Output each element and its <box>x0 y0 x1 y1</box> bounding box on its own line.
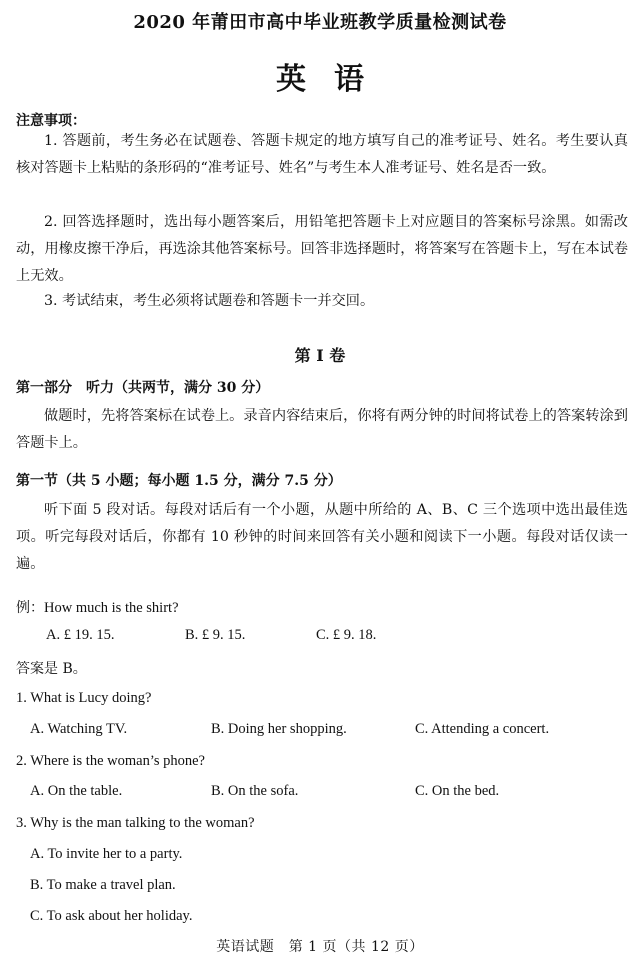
question-2: 2. Where is the woman’s phone? <box>16 753 205 769</box>
volume-heading: 第 I 卷 <box>294 346 346 365</box>
question-2-option-a: A. On the table. <box>30 783 123 799</box>
example-label: 例： <box>16 600 44 616</box>
part1-heading: 第一部分 听力（共两节，满分 30 分） <box>16 380 270 396</box>
section1-heading: 第一节（共 5 小题；每小题 1.5 分，满分 7.5 分） <box>16 473 342 489</box>
question-1-option-b: B. Doing her shopping. <box>211 721 347 737</box>
example-option-a: A. £ 19. 15. <box>46 627 115 643</box>
note-item-1: 1. 答题前，考生务必在试题卷、答题卡规定的地方填写自己的准考证号、姓名。考生要认真核对答题卡上粘贴的条形码的“准考证号、姓名”与考生本人准考证号、姓名是否一致。 <box>16 133 628 176</box>
notes-heading: 注意事项： <box>16 113 86 129</box>
question-3-option-b: B. To make a travel plan. <box>30 877 176 893</box>
question-1: 1. What is Lucy doing? <box>16 690 152 706</box>
section1-instruction: 听下面 5 段对话。每段对话后有一个小题，从题中所给的 A、B、C 三个选项中选出最佳选项。听完每段对话后，你都有 10 秒钟的时间来回答有关小题和阅读下一小题。每段对话仅读一遍。 <box>16 502 628 572</box>
page-footer: 英语试题 第 1 页（共 12 页） <box>216 939 424 955</box>
question-3: 3. Why is the man talking to the woman? <box>16 815 255 831</box>
question-2-option-b: B. On the sofa. <box>211 783 299 799</box>
question-2-option-c: C. On the bed. <box>415 783 500 799</box>
question-3-option-a: A. To invite her to a party. <box>30 846 183 862</box>
question-1-option-a: A. Watching TV. <box>30 721 128 737</box>
exam-title: 2020 年莆田市高中毕业班教学质量检测试卷 <box>133 12 507 33</box>
subject-title: 英语 <box>276 62 392 97</box>
note-item-3: 3. 考试结束，考生必须将试题卷和答题卡一并交回。 <box>44 293 375 309</box>
example-question-text: How much is the shirt? <box>44 600 179 616</box>
question-1-option-c: C. Attending a concert. <box>415 721 550 737</box>
example-option-c: C. £ 9. 18. <box>316 627 377 643</box>
question-3-option-c: C. To ask about her holiday. <box>30 908 193 924</box>
example-answer: 答案是 B。 <box>16 661 87 677</box>
example-option-b: B. £ 9. 15. <box>185 627 246 643</box>
note-item-2: 2. 回答选择题时，选出每小题答案后，用铅笔把答题卡上对应题目的答案标号涂黑。如需改动，用橡皮擦干净后，再选涂其他答案标号。回答非选择题时，将答案写在答题卡上，写在本试卷上无效。 <box>16 214 628 284</box>
example-question <box>16 597 179 617</box>
part1-instruction: 做题时，先将答案标在试卷上。录音内容结束后，你将有两分钟的时间将试卷上的答案转涂到答题卡上。 <box>16 408 628 451</box>
